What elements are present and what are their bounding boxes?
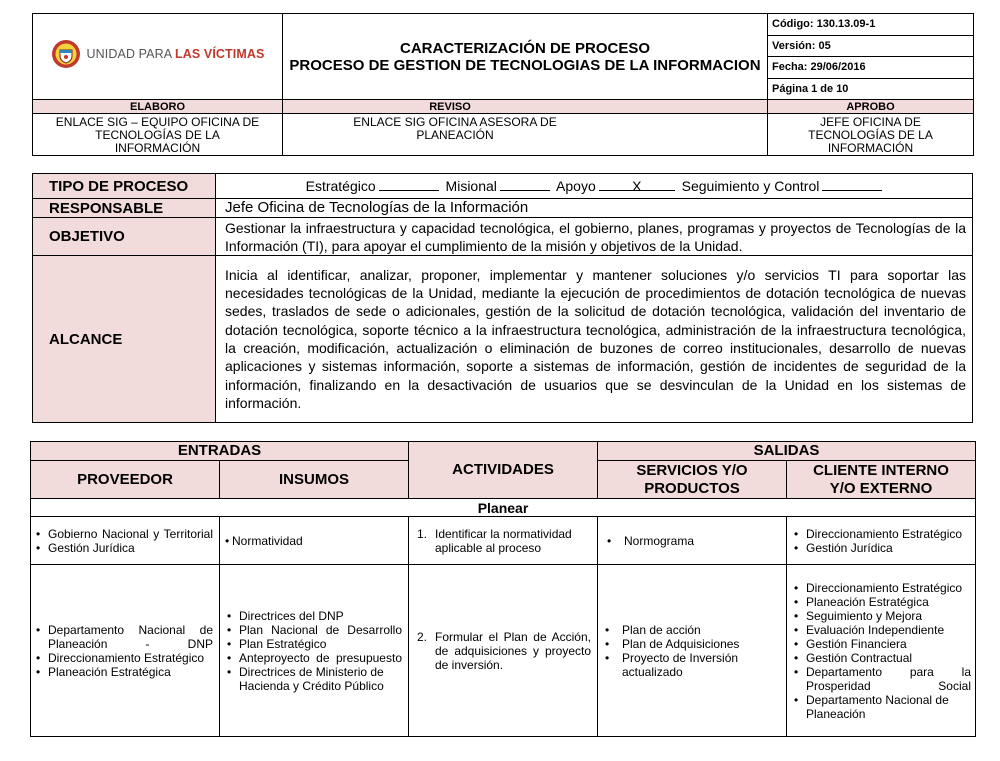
tipo-estrategico: Estratégico	[305, 178, 376, 194]
insumos-cell	[220, 565, 409, 737]
entradas-header: ENTRADAS	[31, 442, 409, 461]
list-item: • Direccionamiento Estratégico	[33, 651, 213, 665]
list-item: • Departamento Nacional de Planeación - DNP	[33, 623, 213, 651]
responsable-label: RESPONSABLE	[33, 199, 216, 218]
activity-text: Formular el Plan de Acción, de adquisiciones y proyecto de inversión.	[435, 629, 591, 672]
pagina-field: Página 1 de 10	[768, 78, 974, 100]
list-item: • Seguimiento y Mejora	[791, 609, 971, 623]
unidad-victimas-logo	[51, 39, 265, 69]
list-item: • Evaluación Independiente	[791, 623, 971, 637]
activity-text: Identificar la normatividad aplicable al proceso	[435, 526, 572, 555]
apoyo-mark: X	[599, 177, 675, 191]
servicios-cell	[598, 517, 787, 565]
activity-number: 1.	[417, 526, 428, 541]
list-item: • Directrices de Ministerio de Hacienda y Crédito Público	[224, 665, 402, 693]
logo-cell	[33, 14, 283, 100]
servicios-header: SERVICIOS Y/O PRODUCTOS	[598, 461, 787, 499]
tipo-proceso-value	[216, 174, 973, 199]
list-item: • Planeación Estratégica	[33, 665, 213, 679]
codigo-field: Código: 130.13.09-1	[768, 14, 974, 36]
salidas-header: SALIDAS	[598, 442, 976, 461]
list-item: • Gestión Contractual	[791, 651, 971, 665]
version-field: Versión: 05	[768, 35, 974, 57]
estrategico-blank	[379, 177, 439, 191]
list-item: • Normograma	[604, 534, 782, 548]
list-item: • Directrices del DNP	[224, 609, 402, 623]
activities-table	[30, 441, 976, 737]
actividad-cell	[409, 565, 598, 737]
table-row	[31, 565, 976, 737]
list-item: • Plan Nacional de Desarrollo	[224, 623, 402, 637]
proveedor-cell	[31, 517, 220, 565]
planear-section: Planear	[31, 499, 976, 517]
aprobo-value: JEFE OFICINA DE TECNOLOGÍAS DE LA INFORMACIÓN	[768, 114, 974, 156]
list-item: • Anteproyecto de presupuesto	[224, 651, 402, 665]
objetivo-label: OBJETIVO	[33, 218, 216, 256]
responsable-value: Jefe Oficina de Tecnologías de la Información	[216, 199, 973, 218]
list-item: • Proyecto de Inversión actualizado	[602, 651, 782, 679]
logo-text: UNIDAD PARA LAS VÍCTIMAS	[86, 47, 265, 61]
list-item: • Plan Estratégico	[224, 637, 402, 651]
document-title	[283, 14, 768, 100]
misional-blank	[500, 177, 550, 191]
proveedor-header: PROVEEDOR	[31, 461, 220, 499]
tipo-apoyo: Apoyo	[556, 178, 596, 194]
cliente-header: CLIENTE INTERNO Y/O EXTERNO	[787, 461, 976, 499]
list-item: • Plan de acción	[602, 623, 782, 637]
document-header	[32, 13, 974, 156]
proveedor-cell	[31, 565, 220, 737]
insumos-header: INSUMOS	[220, 461, 409, 499]
actividades-header: ACTIVIDADES	[409, 442, 598, 499]
table-row	[31, 517, 976, 565]
list-item: • Departamento para la Prosperidad Social	[791, 665, 971, 693]
elaboro-label: ELABORO	[33, 100, 283, 114]
list-item: • Gestión Financiera	[791, 637, 971, 651]
cliente-cell	[787, 517, 976, 565]
seguimiento-blank	[822, 177, 882, 191]
list-item: • Gestión Jurídica	[33, 541, 213, 555]
process-table	[32, 173, 973, 423]
reviso-label: REVISO	[283, 100, 768, 114]
list-item: • Plan de Adquisiciones	[602, 637, 782, 651]
title-line-2: PROCESO DE GESTION DE TECNOLOGIAS DE LA INFORMACION	[289, 56, 761, 74]
cliente-cell	[787, 565, 976, 737]
elaboro-value: ENLACE SIG – EQUIPO OFICINA DE TECNOLOGÍAS DE LA INFORMACIÓN	[33, 114, 283, 156]
alcance-label: ALCANCE	[33, 256, 216, 423]
list-item: • Planeación Estratégica	[791, 595, 971, 609]
alcance-value: Inicia al identificar, analizar, proponer, implementar y mantener soluciones y/o servicios TI para soportar las necesidades tecnológicas de la Unidad, mediante la ejecución de procedimientos de dotación tecnológica de nuevas sedes, traslados de sede o adicionales, gestión de la solicitud de dotación tecnológica, validación del inventario de dotación tecnológica, soporte técnico a la infraestructura tecnológica, administración de la infraestructura tecnológica, la creación, modificación, actualización o eliminación de buzones de correo institucionales, desarrollo de nuevas aplicaciones y sistemas información, soporte a sistemas de información, gestión de incidentes de seguridad de la información, finalizando en la desactivación de usuarios que se desvinculan de la Unidad en los sistemas de información.	[216, 256, 973, 423]
objetivo-value: Gestionar la infraestructura y capacidad tecnológica, el gobierno, planes, programas y proyectos de Tecnologías de la Información (TI), para apoyar el cumplimiento de la misión y objetivos de la Unidad.	[216, 218, 973, 256]
list-item: • Normatividad	[222, 534, 404, 548]
title-line-1: CARACTERIZACIÓN DE PROCESO	[399, 39, 650, 57]
activity-number: 2.	[417, 629, 428, 644]
insumos-cell	[220, 517, 409, 565]
coat-of-arms-icon	[51, 39, 81, 69]
list-item: • Direccionamiento Estratégico	[791, 527, 971, 541]
actividad-cell	[409, 517, 598, 565]
reviso-value: ENLACE SIG OFICINA ASESORA DE PLANEACIÓN	[283, 114, 768, 156]
tipo-misional: Misional	[445, 178, 497, 194]
list-item: • Gobierno Nacional y Territorial	[33, 527, 213, 541]
list-item: • Direccionamiento Estratégico	[791, 581, 971, 595]
list-item: • Departamento Nacional de Planeación	[791, 693, 971, 721]
fecha-field: Fecha: 29/06/2016	[768, 57, 974, 79]
tipo-seguimiento: Seguimiento y Control	[681, 178, 820, 194]
servicios-cell	[598, 565, 787, 737]
list-item: • Gestión Jurídica	[791, 541, 971, 555]
tipo-proceso-label: TIPO DE PROCESO	[33, 174, 216, 199]
aprobo-label: APROBO	[768, 100, 974, 114]
